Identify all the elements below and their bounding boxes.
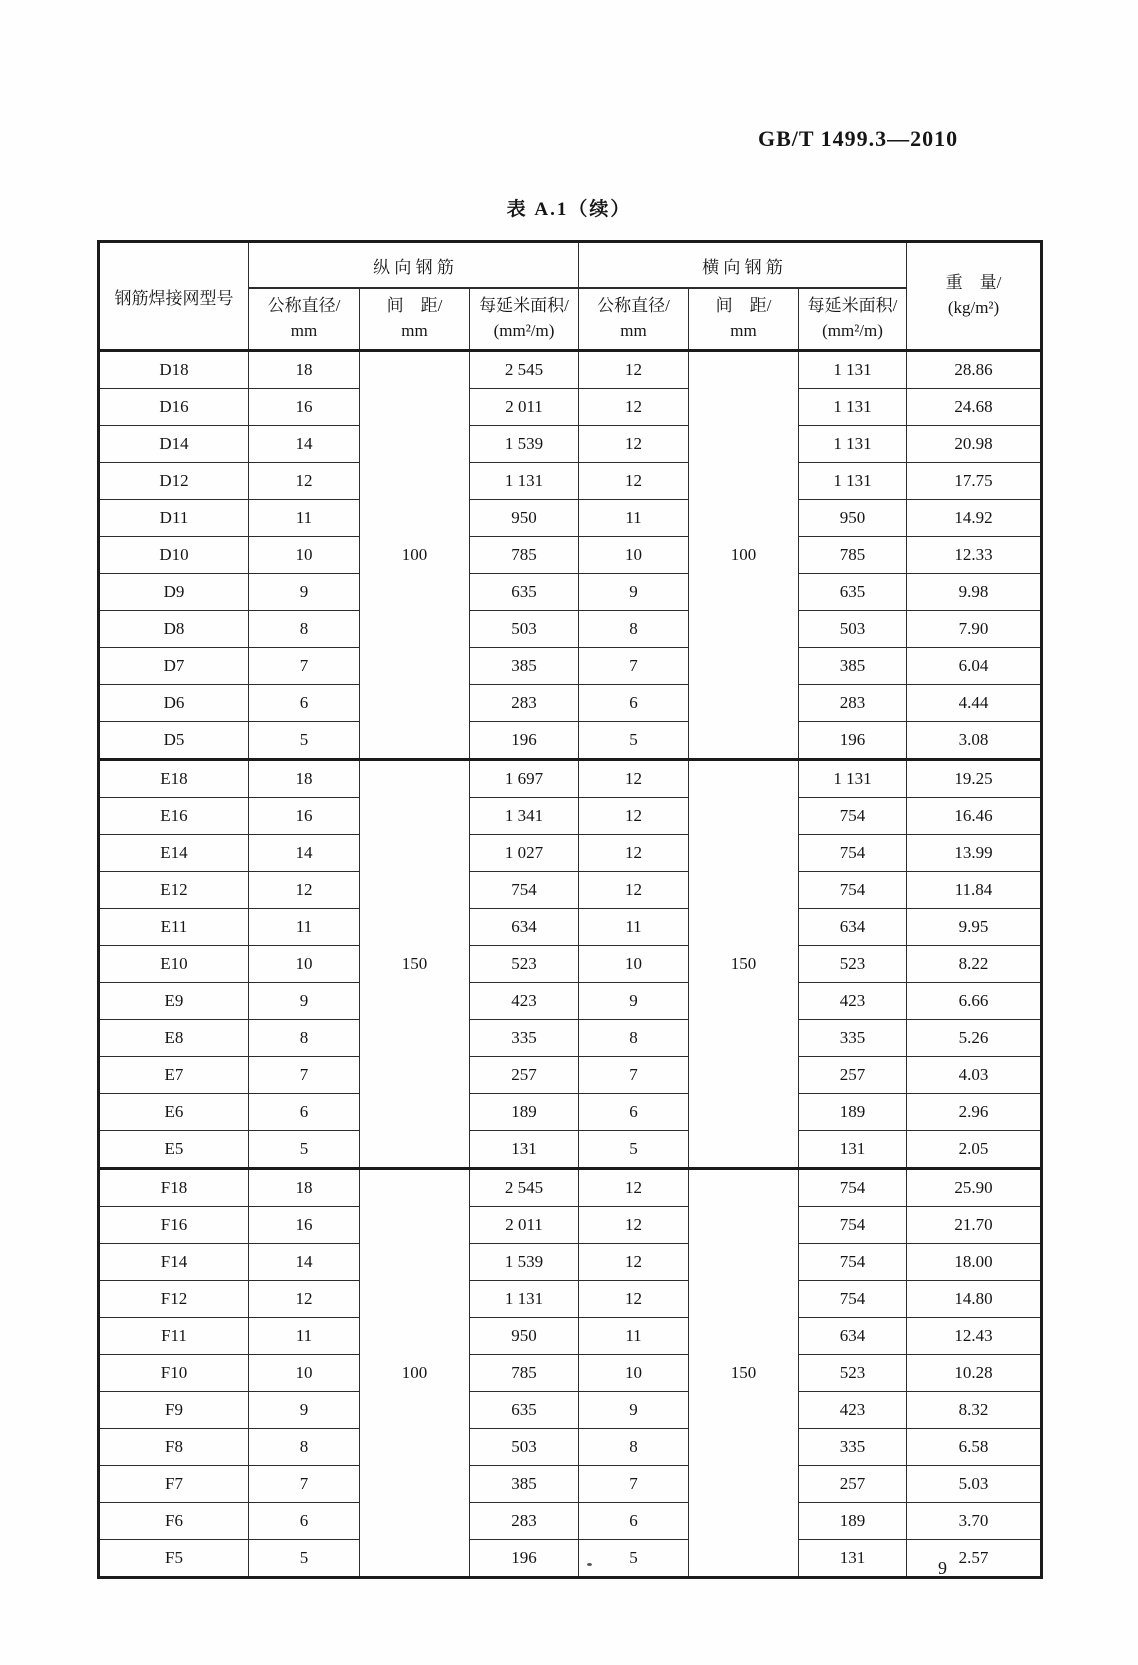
cell-long-diameter: 9 — [249, 983, 360, 1020]
cell-trans-area: 257 — [799, 1466, 907, 1503]
cell-long-diameter: 9 — [249, 1392, 360, 1429]
cell-weight: 5.03 — [907, 1466, 1042, 1503]
header-trans-area-line2: (mm²/m) — [822, 321, 883, 340]
cell-trans-diameter: 11 — [579, 909, 689, 946]
cell-trans-area: 785 — [799, 537, 907, 574]
cell-weight: 4.03 — [907, 1057, 1042, 1094]
table-row — [99, 909, 1042, 946]
table-row — [99, 1429, 1042, 1466]
cell-long-diameter: 12 — [249, 872, 360, 909]
cell-model: D10 — [99, 537, 249, 574]
table-row — [99, 1244, 1042, 1281]
cell-model: F11 — [99, 1318, 249, 1355]
cell-trans-spacing: 100 — [689, 351, 799, 760]
cell-trans-diameter: 10 — [579, 537, 689, 574]
cell-trans-diameter: 12 — [579, 760, 689, 798]
cell-trans-area: 754 — [799, 835, 907, 872]
cell-trans-diameter: 5 — [579, 1131, 689, 1169]
table-row — [99, 500, 1042, 537]
cell-model: F18 — [99, 1169, 249, 1207]
cell-weight: 4.44 — [907, 685, 1042, 722]
cell-weight: 6.04 — [907, 648, 1042, 685]
cell-trans-diameter: 6 — [579, 1094, 689, 1131]
cell-model: E11 — [99, 909, 249, 946]
header-trans-area — [799, 288, 907, 351]
cell-trans-area: 283 — [799, 685, 907, 722]
cell-trans-area: 634 — [799, 909, 907, 946]
cell-trans-area: 754 — [799, 1169, 907, 1207]
cell-long-area: 754 — [470, 872, 579, 909]
cell-long-diameter: 11 — [249, 909, 360, 946]
cell-trans-diameter: 8 — [579, 611, 689, 648]
cell-model: E9 — [99, 983, 249, 1020]
cell-trans-area: 1 131 — [799, 760, 907, 798]
cell-weight: 9.98 — [907, 574, 1042, 611]
cell-long-area: 335 — [470, 1020, 579, 1057]
cell-trans-diameter: 11 — [579, 1318, 689, 1355]
cell-model: F7 — [99, 1466, 249, 1503]
cell-long-diameter: 10 — [249, 537, 360, 574]
cell-long-diameter: 7 — [249, 648, 360, 685]
cell-model: D8 — [99, 611, 249, 648]
header-weight-line1: 重 量/ — [945, 273, 1002, 293]
cell-trans-spacing: 150 — [689, 760, 799, 1169]
cell-model: F14 — [99, 1244, 249, 1281]
cell-model: E8 — [99, 1020, 249, 1057]
table-body — [99, 351, 1042, 1578]
cell-weight: 3.70 — [907, 1503, 1042, 1540]
cell-trans-area: 503 — [799, 611, 907, 648]
header-trans-spacing-line2: mm — [730, 321, 757, 340]
cell-trans-spacing: 150 — [689, 1169, 799, 1578]
table-row — [99, 574, 1042, 611]
cell-long-area: 423 — [470, 983, 579, 1020]
cell-long-area: 634 — [470, 909, 579, 946]
cell-trans-area: 754 — [799, 1207, 907, 1244]
cell-long-diameter: 18 — [249, 351, 360, 389]
cell-model: E7 — [99, 1057, 249, 1094]
cell-long-area: 635 — [470, 574, 579, 611]
cell-model: D14 — [99, 426, 249, 463]
cell-trans-area: 950 — [799, 500, 907, 537]
cell-long-diameter: 5 — [249, 1131, 360, 1169]
cell-trans-area: 523 — [799, 946, 907, 983]
cell-trans-diameter: 12 — [579, 798, 689, 835]
cell-trans-diameter: 5 — [579, 722, 689, 760]
cell-trans-diameter: 9 — [579, 574, 689, 611]
header-long-diameter — [249, 288, 360, 351]
cell-trans-diameter: 6 — [579, 1503, 689, 1540]
cell-trans-diameter: 7 — [579, 1057, 689, 1094]
cell-weight: 28.86 — [907, 351, 1042, 389]
cell-trans-area: 335 — [799, 1429, 907, 1466]
cell-long-diameter: 6 — [249, 685, 360, 722]
cell-trans-area: 189 — [799, 1094, 907, 1131]
table-row — [99, 1094, 1042, 1131]
table-row — [99, 389, 1042, 426]
cell-long-diameter: 8 — [249, 1429, 360, 1466]
cell-long-area: 1 341 — [470, 798, 579, 835]
cell-long-area: 1 027 — [470, 835, 579, 872]
cell-trans-area: 634 — [799, 1318, 907, 1355]
cell-weight: 9.95 — [907, 909, 1042, 946]
cell-model: E5 — [99, 1131, 249, 1169]
cell-long-diameter: 12 — [249, 1281, 360, 1318]
cell-trans-diameter: 5 — [579, 1540, 689, 1578]
header-weight — [907, 242, 1042, 351]
cell-trans-diameter: 12 — [579, 351, 689, 389]
cell-long-area: 950 — [470, 500, 579, 537]
cell-model: F12 — [99, 1281, 249, 1318]
table-row — [99, 1169, 1042, 1207]
cell-trans-diameter: 12 — [579, 389, 689, 426]
cell-long-area: 283 — [470, 685, 579, 722]
cell-weight: 2.57 — [907, 1540, 1042, 1578]
cell-model: E12 — [99, 872, 249, 909]
cell-long-diameter: 6 — [249, 1094, 360, 1131]
cell-long-area: 523 — [470, 946, 579, 983]
cell-weight: 21.70 — [907, 1207, 1042, 1244]
header-long-spacing-line2: mm — [401, 321, 428, 340]
header-longitudinal-group: 纵 向 钢 筋 — [249, 242, 579, 289]
cell-trans-area: 131 — [799, 1540, 907, 1578]
cell-trans-diameter: 12 — [579, 835, 689, 872]
cell-trans-diameter: 12 — [579, 1281, 689, 1318]
cell-model: D16 — [99, 389, 249, 426]
cell-weight: 5.26 — [907, 1020, 1042, 1057]
cell-long-area: 503 — [470, 611, 579, 648]
cell-trans-area: 635 — [799, 574, 907, 611]
header-trans-diameter-line2: mm — [620, 321, 647, 340]
cell-long-area: 2 011 — [470, 1207, 579, 1244]
cell-long-area: 635 — [470, 1392, 579, 1429]
cell-model: D6 — [99, 685, 249, 722]
cell-weight: 12.43 — [907, 1318, 1042, 1355]
cell-model: D5 — [99, 722, 249, 760]
cell-long-area: 950 — [470, 1318, 579, 1355]
cell-long-area: 1 539 — [470, 426, 579, 463]
cell-long-area: 385 — [470, 1466, 579, 1503]
cell-trans-area: 754 — [799, 1244, 907, 1281]
table-row — [99, 648, 1042, 685]
header-long-spacing — [360, 288, 470, 351]
cell-model: F16 — [99, 1207, 249, 1244]
cell-long-area: 503 — [470, 1429, 579, 1466]
cell-long-area: 196 — [470, 722, 579, 760]
cell-long-diameter: 18 — [249, 1169, 360, 1207]
cell-weight: 11.84 — [907, 872, 1042, 909]
cell-trans-diameter: 12 — [579, 426, 689, 463]
table-row — [99, 1355, 1042, 1392]
cell-long-diameter: 14 — [249, 835, 360, 872]
print-artifact-dot — [587, 1563, 592, 1566]
cell-long-diameter: 5 — [249, 722, 360, 760]
cell-weight: 10.28 — [907, 1355, 1042, 1392]
cell-weight: 2.05 — [907, 1131, 1042, 1169]
cell-model: D9 — [99, 574, 249, 611]
table-row — [99, 537, 1042, 574]
cell-long-area: 1 131 — [470, 463, 579, 500]
cell-trans-diameter: 7 — [579, 1466, 689, 1503]
cell-weight: 20.98 — [907, 426, 1042, 463]
cell-trans-area: 257 — [799, 1057, 907, 1094]
cell-long-diameter: 5 — [249, 1540, 360, 1578]
cell-trans-area: 754 — [799, 872, 907, 909]
table-row — [99, 1020, 1042, 1057]
header-weight-line2: (kg/m²) — [947, 298, 1000, 317]
cell-long-diameter: 18 — [249, 760, 360, 798]
cell-model: F9 — [99, 1392, 249, 1429]
header-long-spacing-line1: 间 距/ — [386, 296, 443, 316]
table-row — [99, 1057, 1042, 1094]
cell-weight: 18.00 — [907, 1244, 1042, 1281]
cell-model: E18 — [99, 760, 249, 798]
cell-long-diameter: 14 — [249, 1244, 360, 1281]
cell-long-area: 283 — [470, 1503, 579, 1540]
cell-trans-area: 1 131 — [799, 426, 907, 463]
header-long-diameter-line2: mm — [290, 321, 318, 340]
table-row — [99, 463, 1042, 500]
cell-trans-diameter: 8 — [579, 1429, 689, 1466]
cell-long-diameter: 16 — [249, 798, 360, 835]
table-row — [99, 611, 1042, 648]
cell-model: F6 — [99, 1503, 249, 1540]
cell-weight: 12.33 — [907, 537, 1042, 574]
header-group-row — [99, 242, 1042, 289]
cell-long-area: 2 011 — [470, 389, 579, 426]
table-row — [99, 722, 1042, 760]
cell-trans-area: 1 131 — [799, 351, 907, 389]
table-row — [99, 1392, 1042, 1429]
cell-trans-diameter: 12 — [579, 872, 689, 909]
cell-long-diameter: 7 — [249, 1057, 360, 1094]
cell-long-diameter: 8 — [249, 1020, 360, 1057]
header-long-area-line1: 每延米面积/ — [479, 296, 569, 316]
cell-long-spacing: 100 — [360, 1169, 470, 1578]
cell-model: F10 — [99, 1355, 249, 1392]
cell-model: D11 — [99, 500, 249, 537]
cell-trans-area: 131 — [799, 1131, 907, 1169]
cell-long-diameter: 12 — [249, 463, 360, 500]
cell-trans-diameter: 7 — [579, 648, 689, 685]
cell-trans-area: 189 — [799, 1503, 907, 1540]
cell-weight: 14.80 — [907, 1281, 1042, 1318]
cell-weight: 17.75 — [907, 463, 1042, 500]
cell-trans-area: 754 — [799, 798, 907, 835]
cell-weight: 14.92 — [907, 500, 1042, 537]
cell-model: E6 — [99, 1094, 249, 1131]
cell-weight: 7.90 — [907, 611, 1042, 648]
cell-long-area: 385 — [470, 648, 579, 685]
cell-long-diameter: 11 — [249, 1318, 360, 1355]
header-mesh-model: 钢筋焊接网型号 — [99, 242, 249, 351]
table-row — [99, 835, 1042, 872]
cell-long-diameter: 14 — [249, 426, 360, 463]
table-title: 表 A.1（续） — [506, 199, 632, 220]
header-trans-area-line1: 每延米面积/ — [807, 296, 898, 316]
cell-long-diameter: 7 — [249, 1466, 360, 1503]
table-row — [99, 760, 1042, 798]
cell-long-spacing: 100 — [360, 351, 470, 760]
cell-trans-area: 1 131 — [799, 389, 907, 426]
cell-model: D18 — [99, 351, 249, 389]
cell-trans-area: 523 — [799, 1355, 907, 1392]
cell-trans-diameter: 10 — [579, 1355, 689, 1392]
cell-long-area: 131 — [470, 1131, 579, 1169]
table-row — [99, 1207, 1042, 1244]
cell-weight: 6.58 — [907, 1429, 1042, 1466]
cell-long-diameter: 16 — [249, 1207, 360, 1244]
cell-trans-area: 196 — [799, 722, 907, 760]
cell-model: E16 — [99, 798, 249, 835]
cell-trans-area: 385 — [799, 648, 907, 685]
header-long-area — [470, 288, 579, 351]
cell-long-area: 196 — [470, 1540, 579, 1578]
cell-long-diameter: 9 — [249, 574, 360, 611]
cell-long-area: 785 — [470, 1355, 579, 1392]
cell-long-diameter: 11 — [249, 500, 360, 537]
cell-long-diameter: 16 — [249, 389, 360, 426]
cell-long-area: 257 — [470, 1057, 579, 1094]
cell-model: E10 — [99, 946, 249, 983]
table-row — [99, 1131, 1042, 1169]
page-number: 9 — [938, 1558, 947, 1578]
cell-trans-area: 335 — [799, 1020, 907, 1057]
cell-trans-diameter: 12 — [579, 1169, 689, 1207]
cell-trans-diameter: 8 — [579, 1020, 689, 1057]
header-transverse-group: 横 向 钢 筋 — [579, 242, 907, 289]
cell-long-area: 189 — [470, 1094, 579, 1131]
cell-model: E14 — [99, 835, 249, 872]
cell-trans-diameter: 9 — [579, 983, 689, 1020]
cell-long-diameter: 10 — [249, 1355, 360, 1392]
cell-long-diameter: 6 — [249, 1503, 360, 1540]
cell-model: D12 — [99, 463, 249, 500]
cell-weight: 24.68 — [907, 389, 1042, 426]
cell-trans-area: 423 — [799, 983, 907, 1020]
table-row — [99, 872, 1042, 909]
cell-weight: 16.46 — [907, 798, 1042, 835]
header-long-diameter-line1: 公称直径/ — [267, 296, 341, 316]
cell-model: F8 — [99, 1429, 249, 1466]
cell-long-diameter: 8 — [249, 611, 360, 648]
rebar-mesh-table — [97, 240, 1043, 1579]
table-row — [99, 426, 1042, 463]
table-row — [99, 1318, 1042, 1355]
table-row — [99, 685, 1042, 722]
table-row — [99, 1540, 1042, 1578]
cell-model: D7 — [99, 648, 249, 685]
cell-weight: 13.99 — [907, 835, 1042, 872]
cell-weight: 25.90 — [907, 1169, 1042, 1207]
header-long-area-line2: (mm²/m) — [493, 321, 555, 340]
cell-long-spacing: 150 — [360, 760, 470, 1169]
table-row — [99, 351, 1042, 389]
table-row — [99, 946, 1042, 983]
cell-trans-diameter: 6 — [579, 685, 689, 722]
cell-trans-diameter: 12 — [579, 1244, 689, 1281]
cell-weight: 2.96 — [907, 1094, 1042, 1131]
standard-number: GB/T 1499.3—2010 — [758, 126, 959, 151]
cell-long-area: 2 545 — [470, 1169, 579, 1207]
cell-trans-diameter: 9 — [579, 1392, 689, 1429]
cell-long-diameter: 10 — [249, 946, 360, 983]
cell-weight: 3.08 — [907, 722, 1042, 760]
cell-weight: 8.32 — [907, 1392, 1042, 1429]
table-header — [99, 242, 1042, 351]
header-trans-diameter — [579, 288, 689, 351]
header-trans-spacing-line1: 间 距/ — [715, 296, 772, 316]
cell-trans-diameter: 11 — [579, 500, 689, 537]
header-trans-diameter-line1: 公称直径/ — [597, 296, 670, 316]
table-row — [99, 798, 1042, 835]
cell-long-area: 1 697 — [470, 760, 579, 798]
cell-trans-diameter: 12 — [579, 1207, 689, 1244]
cell-weight: 8.22 — [907, 946, 1042, 983]
cell-trans-area: 754 — [799, 1281, 907, 1318]
cell-long-area: 1 131 — [470, 1281, 579, 1318]
table-row — [99, 1503, 1042, 1540]
cell-long-area: 2 545 — [470, 351, 579, 389]
table-row — [99, 1281, 1042, 1318]
cell-long-area: 785 — [470, 537, 579, 574]
cell-trans-area: 1 131 — [799, 463, 907, 500]
table-row — [99, 983, 1042, 1020]
cell-weight: 6.66 — [907, 983, 1042, 1020]
cell-long-area: 1 539 — [470, 1244, 579, 1281]
cell-model: F5 — [99, 1540, 249, 1578]
table-row — [99, 1466, 1042, 1503]
cell-trans-diameter: 10 — [579, 946, 689, 983]
cell-trans-diameter: 12 — [579, 463, 689, 500]
header-trans-spacing — [689, 288, 799, 351]
cell-weight: 19.25 — [907, 760, 1042, 798]
cell-trans-area: 423 — [799, 1392, 907, 1429]
